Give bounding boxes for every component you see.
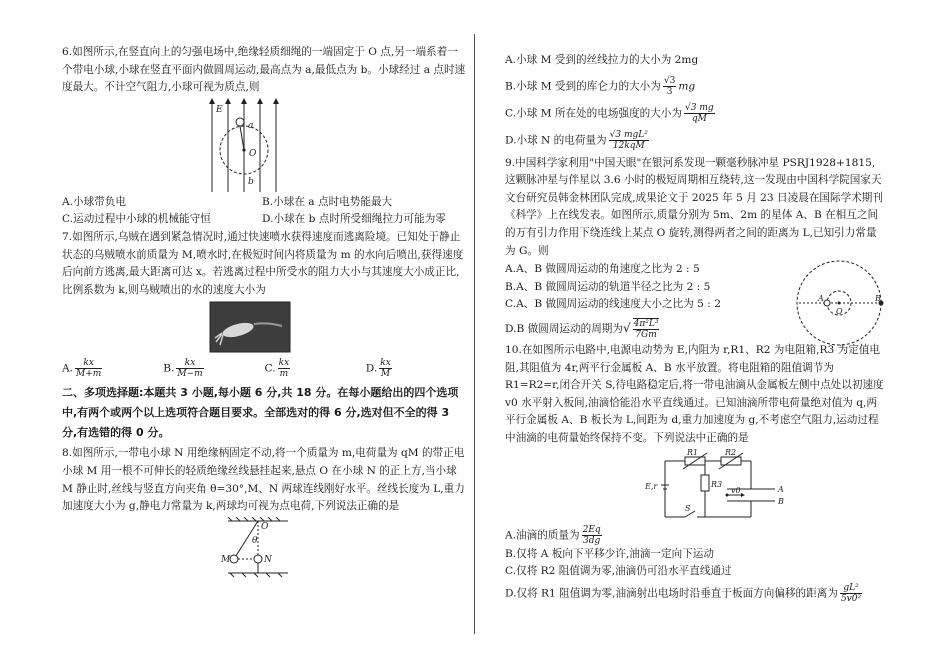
q8-option-b-num: √3 (663, 75, 676, 86)
q7-option-a-label: A. (62, 362, 74, 375)
q9-orbit-figure (793, 257, 885, 349)
q9-block (505, 261, 885, 340)
q6-option-d[interactable]: D.小球在 b 点时所受细绳拉力可能为零 (262, 213, 446, 226)
q10-label-A: A (778, 484, 784, 494)
q10-stem: 10.在如图所示电路中,电源电动势为 E,内阻为 r,R1、R2 为电阻箱,R3 为定值电阻,其阻值为 4r,两平行金属板 A、B 水平放置。将电阻箱的阻值调节为 R1=R2=r,闭合开关 S,待电路稳定后,将一带电油滴从金属板左侧中点处以初速度 v0 水平射入板间,油滴恰能沿水平直线通过。已知油滴所带电荷量绝对值为 q,两平行金属板 A、B 板长为 L,间距为 d,重力加速度为 g,不考虑空气阻力,运动过程中油滴的电荷量始终保持不变。下列说法中正确的是 (505, 343, 884, 444)
q6-option-b[interactable]: B.小球在 a 点时电势能最大 (262, 195, 393, 208)
q7-option-a[interactable] (62, 358, 163, 379)
q9-option-c[interactable]: C.A、B 做圆周运动的线速度大小之比为 5 : 2 (505, 298, 721, 311)
q10-label-R1: R1 (687, 448, 699, 457)
q10-option-a-num: 2Eq (582, 524, 601, 535)
q10-option-d-den: 5v0² (840, 593, 862, 604)
q7-option-c-den: m (279, 369, 289, 380)
q6-label-E: E (216, 104, 223, 115)
q10-label-R2: R2 (725, 448, 737, 457)
q10-label-Er: E,r (645, 481, 658, 491)
q10-option-d-frac (840, 583, 862, 604)
q10-option-c[interactable]: C.仅将 R2 阻值调为零,油滴仍可沿水平直线通过 (505, 565, 732, 578)
q7-option-d-den: M (380, 369, 391, 380)
q10-option-d[interactable] (505, 583, 885, 604)
q9-option-b[interactable]: B.A、B 做圆周运动的轨道半径之比为 2 : 5 (505, 280, 711, 293)
q9-option-d-den: 7Gm (635, 329, 657, 340)
q8-option-a-text: A.小球 M 受到的丝线拉力的大小为 2mg (505, 54, 699, 66)
q6-options-row2 (62, 211, 467, 229)
q10-option-a-frac (582, 525, 602, 546)
q10-label-S: S (685, 503, 691, 513)
q9-option-d-frac (633, 318, 660, 340)
q8-option-c-num: √3 mg (685, 102, 714, 113)
column-divider (474, 34, 475, 634)
right-column (505, 52, 885, 604)
q8-option-d[interactable] (505, 130, 885, 151)
q6-option-c[interactable]: C.运动过程中小球的机械能守恒 (62, 213, 211, 226)
q9-option-d-num: 4π²L³ (633, 318, 659, 329)
q9-sqrt-icon: √ (622, 320, 631, 335)
q6-label-a: a (248, 120, 254, 131)
q10-option-a-text: A.油滴的质量为 (505, 529, 580, 541)
q7-stem: 7.如图所示,乌贼在遇到紧急情况时,通过快速喷水获得速度而逃离险境。已知处于静止状态的乌贼喷水前质量为 M,喷水时,在极短时间内将质量为 m 的水向后喷出,获得速度后向前方逃离,最大距离可达 x。若逃离过程中所受水的阻力大小与其速度大小成正比,比例系数为 k,则乌贼喷出的水的速度大小为 (62, 230, 464, 296)
q8-option-b-frac (663, 76, 676, 97)
q7-option-d-num: kx (380, 358, 391, 369)
q8-option-b-post: mg (678, 80, 696, 93)
q7-option-d-frac (379, 358, 392, 379)
q10-option-b[interactable]: B.仅将 A 板向下平移少许,油滴一定向下运动 (505, 547, 714, 560)
q8-option-d-num: √3 mgL² (609, 129, 648, 140)
squid-photo (62, 300, 467, 354)
q6-stem: 6.如图所示,在竖直向上的匀强电场中,绝缘轻质细绳的一端固定于 O 点,另一端系着一个带电小球,小球在竖直平面内做圆周运动,最高点为 a,最低点为 b。小球经过 a 点时速度最大。不计空气阻力,小球可视为质点,则 (62, 46, 466, 94)
q7-option-c-label: C. (264, 362, 276, 375)
q8-option-b-den: 3 (666, 86, 673, 97)
q7-option-a-num: kx (75, 358, 102, 369)
q10-circuit-figure (505, 449, 885, 523)
q8-label-theta: θ (252, 535, 258, 546)
q9-label-B: B (875, 294, 881, 304)
q9-label-O: O (836, 307, 843, 317)
q7-option-b-num: kx (176, 358, 203, 369)
q8-figure (62, 517, 467, 579)
q10-option-a-den: 3dg (583, 535, 601, 546)
q8-option-b[interactable] (505, 76, 885, 97)
q7-option-b[interactable] (163, 358, 264, 379)
q7-option-c-frac (278, 358, 291, 379)
q8-label-N: N (264, 554, 272, 565)
q7-option-b-frac (176, 358, 203, 379)
q8-label-O: O (261, 521, 269, 532)
q10-label-R3: R3 (711, 479, 723, 489)
q8-stem: 8.如图所示,一带电小球 N 用绝缘柄固定不动,将一个质量为 m,电荷量为 qM 的带正电小球 M 用一根不可伸长的轻质绝缘丝线悬挂起来,悬点 O 在小球 N 的正上方,当小球 M 静止时,丝线与竖直方向夹角 θ=30°,M、N 两球连线刚好水平。丝线长度为 L,重力加速度大小为 g,静电力常量为 k,两球均可视为点电荷,下列说法正确的是 (62, 447, 465, 513)
q10-option-d-text: D.仅将 R1 阻值调为零,油滴射出电场时沿垂直于板面方向偏移的距离为 (505, 587, 838, 600)
q8-option-b-text: B.小球 M 受到的库仑力的大小为 (505, 80, 661, 93)
q8-option-c-frac (684, 103, 715, 124)
q7-option-d[interactable] (366, 358, 467, 379)
q8-option-a[interactable] (505, 52, 885, 70)
q10-option-a[interactable] (505, 525, 885, 546)
q7-option-b-den: M−m (177, 369, 203, 380)
q7-option-a-frac (75, 358, 102, 379)
left-column (62, 44, 467, 579)
q8-option-d-frac (609, 130, 649, 151)
q7-options (62, 358, 467, 379)
q8-option-c-text: C.小球 M 所在处的电场强度的大小为 (505, 107, 682, 120)
q6-figure (62, 98, 467, 194)
q7-option-d-label: D. (365, 362, 378, 375)
q9-option-d-text: D.B 做圆周运动的周期为 (505, 322, 623, 335)
q8-option-c[interactable] (505, 103, 885, 124)
q9-option-a[interactable]: A.A、B 做圆周运动的角速度之比为 2 : 5 (505, 263, 700, 276)
q6-label-b: b (248, 176, 254, 187)
q9-label-A: A (818, 294, 824, 304)
q7-option-b-label: B. (163, 362, 175, 375)
q6-label-O: O (249, 148, 257, 159)
q7-option-c-num: kx (278, 358, 290, 369)
q10-label-v0: v0 (731, 485, 741, 495)
q6-option-a[interactable]: A.小球带负电 (62, 195, 126, 208)
q7-option-c[interactable] (265, 358, 366, 379)
q7-option-a-den: M+m (76, 369, 102, 380)
q10-label-B: B (778, 496, 784, 506)
q6-options-row1 (62, 194, 467, 212)
q8-option-c-den: qM (691, 113, 707, 124)
q8-label-M: M (221, 554, 231, 565)
q9-stem: 9.中国科学家利用"中国天眼"在银河系发现一颗毫秒脉冲星 PSRJ1928+1815,这颗脉冲星与伴星以 3.6 小时的极短周期相互绕转,这一发现由中国科学院国家天文台研究员韩金林团队完成,成果论文于 2025 年 5 月 23 日凌晨在国际学术期刊《科学》上在线发表。如图所示,质量分别为 5m、2m 的星体 A、B 在相互之间的万有引力作用下绕连线上某点 O 旋转,测得两者之间的距离为 L,已知引力常量为 G。则 (505, 156, 883, 257)
q8-option-d-den: 12kqM (612, 140, 645, 151)
q10-option-d-num: gL² (840, 583, 862, 594)
q8-option-d-text: D.小球 N 的电荷量为 (505, 134, 607, 147)
section-2-heading: 二、多项选择题:本题共 3 小题,每小题 6 分,共 18 分。在每小题给出的四个选项中,有两个或两个以上选项符合题目要求。全部选对的得 6 分,选对但不全的得 3 分,有选错的得 0 分。 (62, 386, 459, 440)
